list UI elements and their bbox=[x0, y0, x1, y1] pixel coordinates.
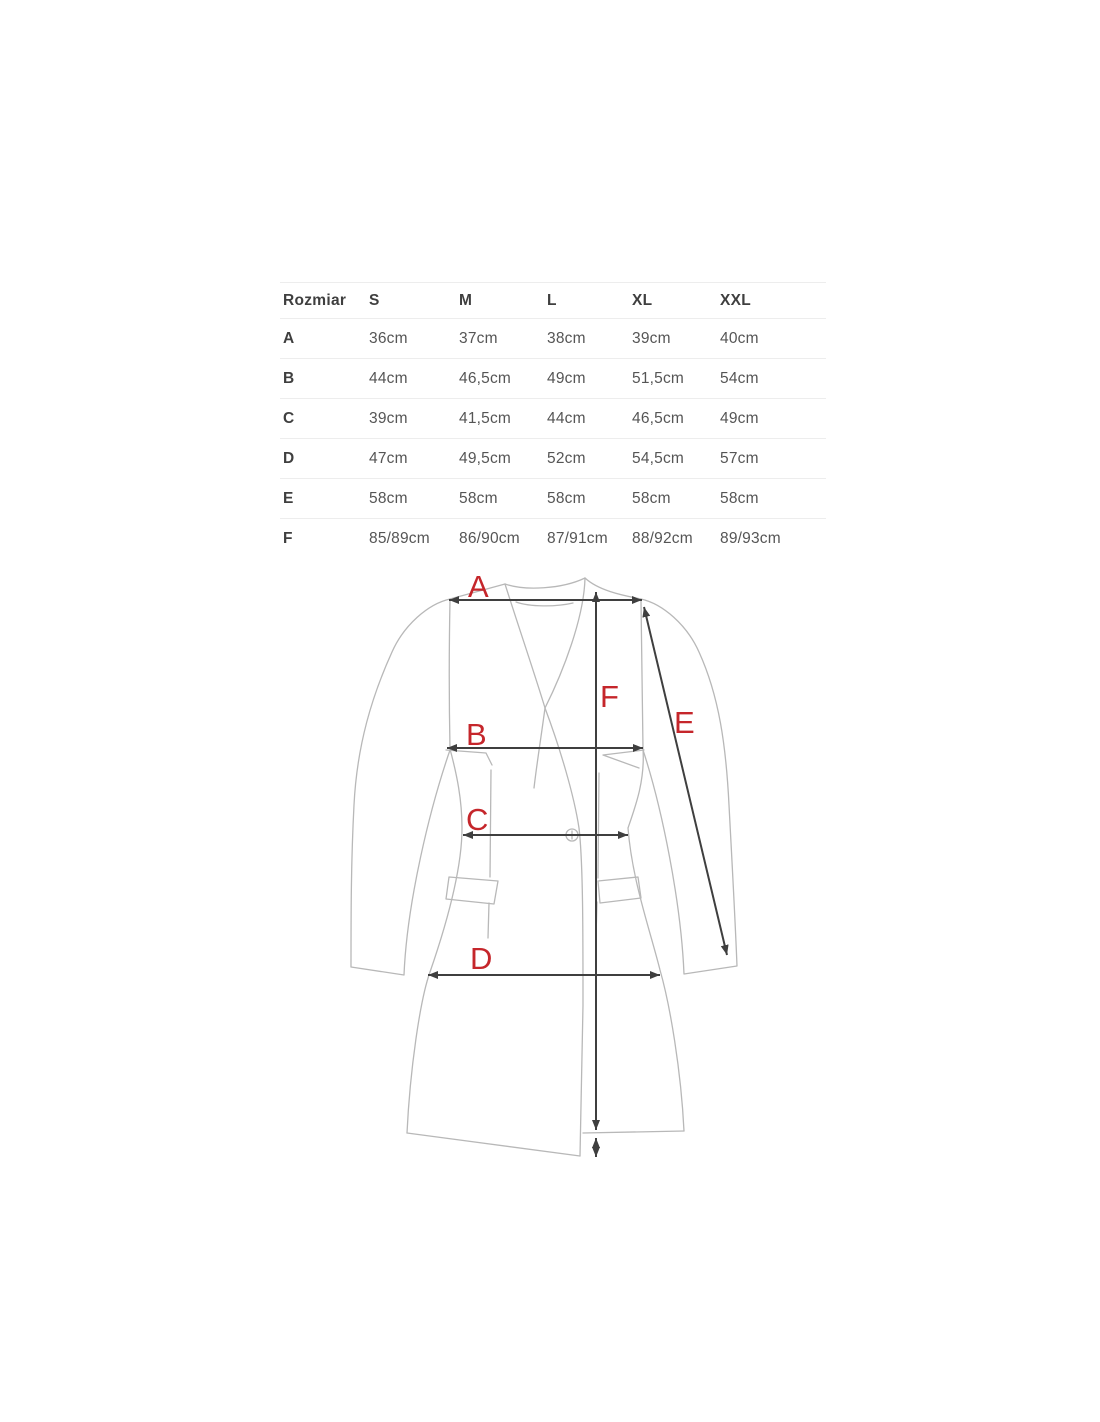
label-d: D bbox=[470, 941, 493, 976]
left-lapel-wrap-edge bbox=[505, 584, 583, 1156]
label-e: E bbox=[674, 705, 695, 740]
measurement-value: 58cm bbox=[369, 489, 408, 507]
dimension-label: A bbox=[283, 329, 295, 347]
size-column-header-s: S bbox=[369, 291, 380, 309]
measurement-labels bbox=[466, 569, 695, 976]
dimension-label: F bbox=[283, 530, 293, 547]
measurement-value: 44cm bbox=[547, 409, 586, 427]
measurement-value: 88/92cm bbox=[632, 530, 693, 547]
measurement-value: 47cm bbox=[369, 449, 408, 467]
measurement-value: 46,5cm bbox=[459, 369, 512, 387]
measurement-value: 37cm bbox=[459, 329, 498, 347]
measurement-value: 49cm bbox=[547, 369, 586, 387]
dimension-label: C bbox=[283, 409, 295, 427]
measurement-arrows bbox=[428, 592, 727, 1157]
measurement-value: 58cm bbox=[547, 489, 586, 507]
measurement-value: 58cm bbox=[632, 489, 671, 507]
right-shoulder-line bbox=[585, 578, 641, 599]
size-column-header-m: M bbox=[459, 291, 473, 309]
size-column-header-xl: XL bbox=[632, 291, 653, 309]
right-lapel bbox=[545, 578, 585, 708]
measurement-value: 85/89cm bbox=[369, 530, 430, 547]
measurement-value: 49cm bbox=[720, 409, 759, 427]
measurement-value: 54cm bbox=[720, 369, 759, 387]
measurement-value: 89/93cm bbox=[720, 530, 781, 547]
left-side-seam bbox=[407, 749, 462, 1133]
right-armhole-edge bbox=[641, 601, 643, 749]
measurement-value: 58cm bbox=[459, 489, 498, 507]
measurement-value: 39cm bbox=[369, 409, 408, 427]
measurement-value: 46,5cm bbox=[632, 409, 685, 427]
measurement-value: 44cm bbox=[369, 369, 408, 387]
right-hem bbox=[583, 1131, 684, 1133]
measurement-value: 41,5cm bbox=[459, 409, 512, 427]
right-front-seam-upper bbox=[598, 773, 599, 878]
right-bust-dart bbox=[603, 750, 644, 768]
size-column-header-xxl: XXL bbox=[720, 291, 752, 309]
label-b: B bbox=[466, 717, 487, 752]
right-side-seam bbox=[628, 749, 684, 1131]
left-front-seam-lower bbox=[488, 903, 489, 938]
measurement-value: 40cm bbox=[720, 329, 759, 347]
measurement-value: 39cm bbox=[632, 329, 671, 347]
measurement-value: 52cm bbox=[547, 449, 586, 467]
back-collar-outer bbox=[505, 578, 585, 588]
label-a: A bbox=[468, 569, 489, 604]
measurement-value: 51,5cm bbox=[632, 369, 685, 387]
left-panel-hem bbox=[407, 1133, 580, 1156]
dimension-label: D bbox=[283, 449, 295, 467]
measurement-value: 57cm bbox=[720, 449, 759, 467]
left-armhole-edge bbox=[449, 601, 450, 749]
measurement-value: 58cm bbox=[720, 489, 759, 507]
measurement-value: 49,5cm bbox=[459, 449, 512, 467]
arrow-e bbox=[644, 607, 727, 955]
size-column-header-l: L bbox=[547, 291, 557, 309]
measurement-value: 36cm bbox=[369, 329, 408, 347]
measurement-value: 86/90cm bbox=[459, 530, 520, 547]
measurement-value: 38cm bbox=[547, 329, 586, 347]
size-table-title: Rozmiar bbox=[283, 291, 347, 309]
garment-outline bbox=[351, 578, 737, 1156]
left-front-seam-upper bbox=[490, 770, 491, 877]
right-pocket-flap bbox=[598, 877, 641, 903]
label-c: C bbox=[466, 802, 489, 837]
left-sleeve bbox=[351, 599, 450, 975]
label-f: F bbox=[600, 679, 619, 714]
measurement-value: 87/91cm bbox=[547, 530, 608, 547]
dimension-label: B bbox=[283, 369, 295, 387]
back-collar-inner bbox=[516, 602, 573, 606]
measurement-value: 54,5cm bbox=[632, 449, 685, 467]
dimension-label: E bbox=[283, 489, 294, 507]
